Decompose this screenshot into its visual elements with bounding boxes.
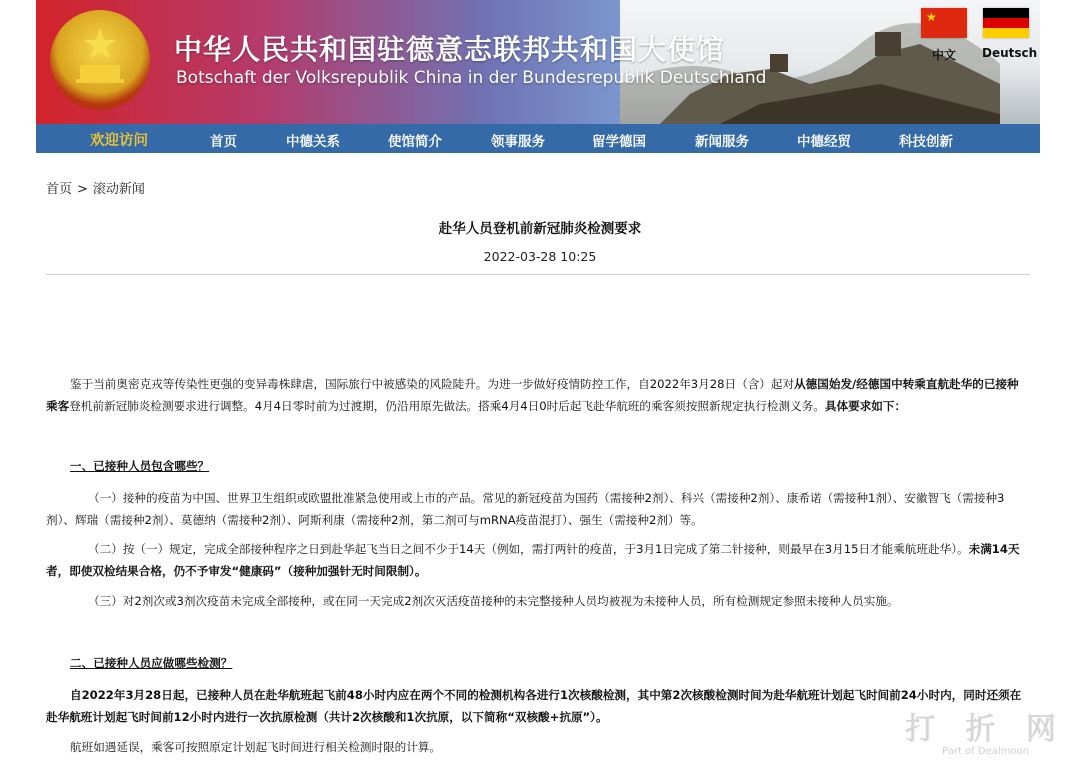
paragraph-emphasis: 未满14天者，即使双检结果合格，仍不予审发“健康码”（接种加强针无时间限制）。	[46, 542, 1020, 578]
language-label: 中文	[931, 48, 956, 62]
language-german[interactable]	[982, 8, 1038, 60]
watermark-logo	[905, 704, 1066, 757]
section-paragraph: 自2022年3月28日起，已接种人员在赴华航班起飞前48小时内应在两个不同的检测机构各进行1次核酸检测，其中第2次核酸检测时间为赴华航班计划起飞时间前24小时内，同时还须在赴华航班计划起飞时间前12小时内进行一次抗原检测（共计2次核酸和1次抗原，以下简称“双核酸+抗原”）。	[46, 688, 1022, 724]
breadcrumb	[46, 178, 145, 197]
nav-item-consular-services[interactable]: 领事服务	[491, 134, 545, 150]
intro-emphasis: 具体要求如下：	[824, 399, 907, 413]
section-paragraph: 航班如遇延误，乘客可按照原定计划起飞时间进行相关检测时限的计算。	[70, 740, 442, 754]
article-date: 2022-03-28 10:25	[483, 249, 597, 264]
section-paragraph	[46, 538, 1030, 582]
section-paragraph: （三）对2剂次或3剂次疫苗未完成全部接种，或在同一天完成2剂次灭活疫苗接种的未完整接种人员均被视为未接种人员，所有检测规定参照未接种人员实施。	[88, 594, 899, 608]
section-heading: 一、已接种人员包含哪些？	[70, 459, 210, 473]
nav-item-sino-german-relations[interactable]: 中德关系	[286, 134, 340, 150]
divider	[46, 274, 1030, 275]
paragraph-text: （二）按（一）规定，完成全部接种程序之日到赴华起飞当日之间不少于14天（例如，需打两针的疫苗，于3月1日完成了第二针接种，则最早在3月15日才能乘航班赴华）。	[88, 542, 969, 556]
site-title-chinese: 中华人民共和国驻德意志联邦共和国大使馆	[174, 33, 726, 66]
breadcrumb-current-link[interactable]: 滚动新闻	[92, 182, 145, 197]
china-flag-icon: ★	[921, 8, 967, 38]
watermark-subtext: Part of Dealmoon	[942, 746, 1029, 757]
language-chinese[interactable]	[920, 8, 968, 63]
main-navigation	[36, 124, 1040, 153]
article-title: 赴华人员登机前新冠肺炎检测要求	[438, 221, 642, 237]
intro-emphasis: 从德国始发/经德国中转乘直航赴华的已接种乘客	[46, 377, 1019, 413]
section-paragraph: （一）接种的疫苗为中国、世界卫生组织或欧盟批准紧急使用或上市的产品。常见的新冠疫苗为国药（需接种2剂）、科兴（需接种2剂）、康希诺（需接种1剂）、安徽智飞（需接种3剂）、辉瑞（需接种2剂）、莫德纳（需接种2剂）、阿斯利康（需接种2剂，第二剂可与mRNA疫苗混打）、强生（需接种2剂）等。	[46, 491, 1005, 527]
site-title-german: Botschaft der Volksrepublik China in der Bundesrepublik Deutschland	[176, 68, 767, 88]
language-label: Deutsch	[982, 46, 1038, 60]
breadcrumb-home-link[interactable]: 首页	[46, 182, 73, 197]
section-heading: 二、已接种人员应做哪些检测？	[70, 656, 233, 670]
nav-item-economy-trade[interactable]: 中德经贸	[797, 134, 851, 150]
article-intro	[46, 373, 1030, 417]
nav-item-welcome[interactable]: 欢迎访问	[90, 133, 148, 149]
nav-item-science-innovation[interactable]: 科技创新	[899, 134, 953, 150]
breadcrumb-separator: >	[77, 182, 88, 197]
nav-item-study-in-germany[interactable]: 留学德国	[592, 134, 646, 150]
nav-item-embassy-intro[interactable]: 使馆简介	[388, 134, 442, 150]
site-banner	[36, 0, 1040, 124]
intro-text: 登机前新冠肺炎检测要求进行调整。4月4日零时前为过渡期，仍沿用原先做法。搭乘4月4日0时后起飞赴华航班的乘客须按照新规定执行检测义务。	[69, 399, 825, 413]
national-emblem-icon	[50, 10, 150, 110]
intro-text: 鉴于当前奥密克戎等传染性更强的变异毒株肆虐，国际旅行中被感染的风险陡升。为进一步做好疫情防控工作，自2022年3月28日（含）起对	[70, 377, 795, 391]
watermark-text: 打 折 网	[905, 712, 1066, 747]
nav-item-home[interactable]: 首页	[210, 134, 237, 150]
nav-item-news-services[interactable]: 新闻服务	[695, 134, 749, 150]
germany-flag-icon	[983, 8, 1029, 38]
